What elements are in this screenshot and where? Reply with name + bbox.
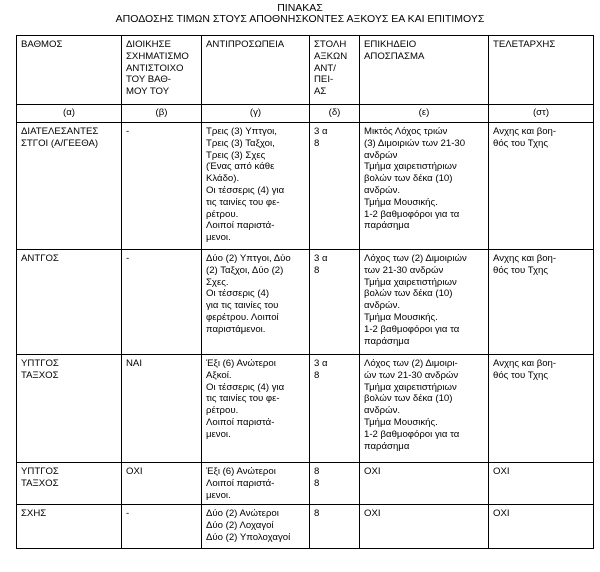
table-cell: ΟΧΙ (360, 463, 489, 505)
table-cell: Λόχος των (2) Διμοιρι- ών των 21-30 ανδρών Τμήμα χαιρετιστήριων βολών των δέκα (10) ανδρών. Τμήμα Μουσικής. 1-2 βαθμοφόροι για τα παράσημα (360, 355, 489, 463)
column-letter: (στ) (489, 105, 594, 123)
document-subtitle: ΑΠΟΔΟΣΗΣ ΤΙΜΩΝ ΣΤΟΥΣ ΑΠΟΘΝΗΣΚΟΝΤΕΣ ΑΞΚΟΥΣ ΕΑ ΚΑΙ ΕΠΙΤΙΜΟΥΣ (115, 13, 485, 25)
table-cell: Ανχης και βοη- θός του Τχης (489, 355, 594, 463)
table-cell: 3 α 8 (310, 250, 360, 355)
table-cell: ΟΧΙ (122, 463, 202, 505)
table-cell: Δύο (2) Ανώτεροι Δύο (2) Λοχαγοί Δύο (2) Υπολοχαγοί (202, 505, 310, 549)
table-cell: Ανχης και βοη- θός του Τχης (489, 123, 594, 250)
table-cell: ΟΧΙ (489, 505, 594, 549)
table-cell: ΑΝΤΓΟΣ (17, 250, 122, 355)
document-title: ΠΙΝΑΚΑΣ (277, 2, 323, 14)
table-cell: ΝΑΙ (122, 355, 202, 463)
table-cell: ΣΧΗΣ (17, 505, 122, 549)
table-cell: Ανχης και βοη- θός του Τχης (489, 250, 594, 355)
header-commanded-formation: ΔΙΟΙΚΗΣΕ ΣΧΗΜΑΤΙΣΜΟ ΑΝΤΙΣΤΟΙΧΟ ΤΟΥ ΒΑΘ- ΜΟΥ ΤΟΥ (122, 36, 202, 105)
table-cell: - (122, 123, 202, 250)
table-cell: Δύο (2) Υπτγοι, Δύο (2) Ταξχοι, Δύο (2) Σχες. Οι τέσσερις (4) για τις ταινίες του φερέτρου. Λοιποί παριστάμενοι. (202, 250, 310, 355)
header-rank: ΒΑΘΜΟΣ (17, 36, 122, 105)
honors-table (16, 35, 594, 549)
table-cell: Τρεις (3) Υπτγοι, Τρεις (3) Ταξχοι, Τρεις (3) Σχες (Ένας από κάθε Κλάδο). Οι τέσσερις (4) για τις ταινίες του φε- ρέτρου. Λοιποί παριστά- μενοι. (202, 123, 310, 250)
column-letter: (δ) (310, 105, 360, 123)
header-funeral-detachment: ΕΠΙΚΗΔΕΙΟ ΑΠΟΣΠΑΣΜΑ (360, 36, 489, 105)
header-master-of-ceremonies: ΤΕΛΕΤΑΡΧΗΣ (489, 36, 594, 105)
table-cell: 3 α 8 (310, 123, 360, 250)
table-cell: ΔΙΑΤΕΛΕΣΑΝΤΕΣ ΣΤΓΟΙ (Α/ΓΕΕΘΑ) (17, 123, 122, 250)
table-row (17, 355, 594, 463)
table-cell: 3 α 8 (310, 355, 360, 463)
column-letter: (β) (122, 105, 202, 123)
table-cell: ΥΠΤΓΟΣ ΤΑΞΧΟΣ (17, 463, 122, 505)
table-cell: Έξι (6) Ανώτεροι Λοιποί παριστά- μενοι. (202, 463, 310, 505)
header-delegation: ΑΝΤΙΠΡΟΣΩΠΕΙΑ (202, 36, 310, 105)
table-row (17, 505, 594, 549)
table-cell: 8 8 (310, 463, 360, 505)
table-cell: Λόχος των (2) Διμοιριών των 21-30 ανδρών Τμήμα χαιρετιστήριων βολών των δέκα (10) ανδρών. Τμήμα Μουσικής. 1-2 βαθμοφόροι για τα παράσημα (360, 250, 489, 355)
table-cell: - (122, 505, 202, 549)
header-row (17, 36, 594, 105)
table-cell: ΟΧΙ (489, 463, 594, 505)
column-letter: (γ) (202, 105, 310, 123)
table-row (17, 463, 594, 505)
column-letter: (ε) (360, 105, 489, 123)
table-cell: Μικτός Λόχος τριών (3) Διμοιριών των 21-30 ανδρών Τμήμα χαιρετιστήριων βολών των δέκα (10) ανδρών. Τμήμα Μουσικής. 1-2 βαθμοφόροι για τα παράσημα (360, 123, 489, 250)
column-letter: (α) (17, 105, 122, 123)
table-cell: ΟΧΙ (360, 505, 489, 549)
header-officers-uniform: ΣΤΟΛΗ ΑΞΚΩΝ ΑΝΤ/ΠΕΙ- ΑΣ (310, 36, 360, 105)
column-letter-row (17, 105, 594, 123)
table-cell: - (122, 250, 202, 355)
table-cell: 8 (310, 505, 360, 549)
table-cell: Έξι (6) Ανώτεροι Αξκοί. Οι τέσσερις (4) για τις ταινίες του φε- ρέτρου. Λοιποί παριστά- μενοι. (202, 355, 310, 463)
table-row (17, 123, 594, 250)
table-cell: ΥΠΤΓΟΣ ΤΑΞΧΟΣ (17, 355, 122, 463)
table-row (17, 250, 594, 355)
